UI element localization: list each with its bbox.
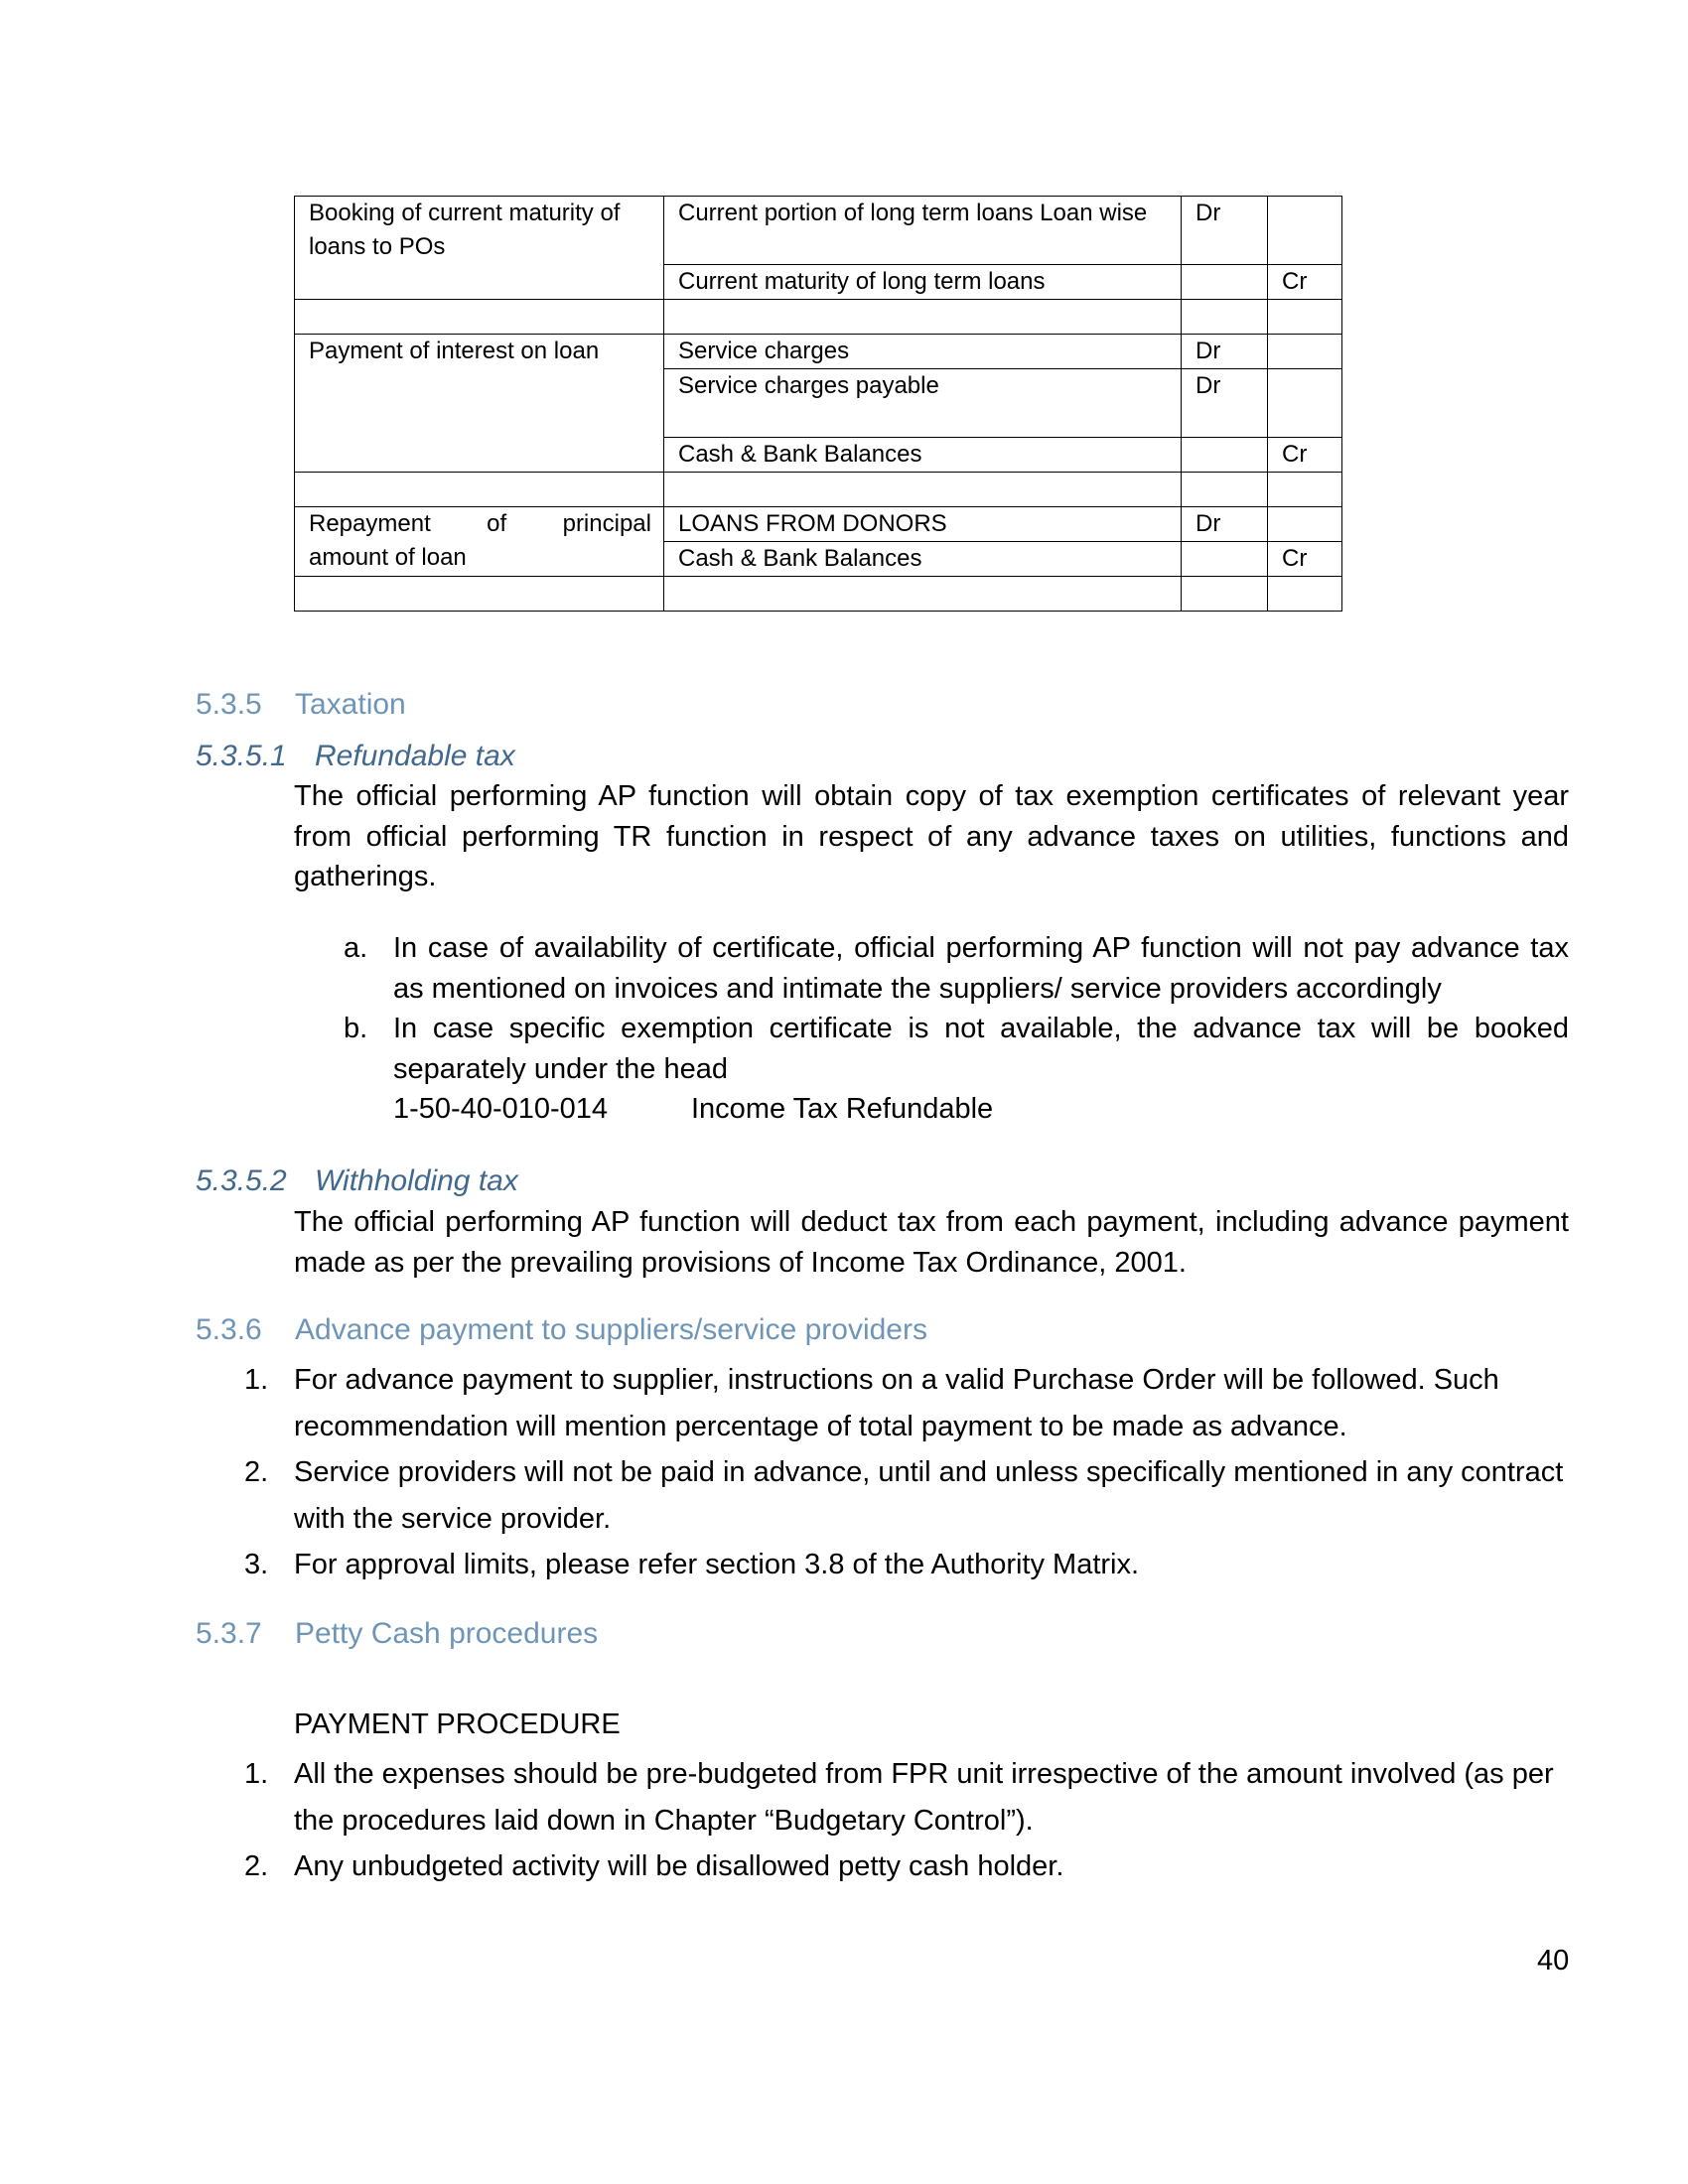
payment-procedure-heading: PAYMENT PROCEDURE [294,1708,621,1740]
advance-payment-list [244,1357,1569,1588]
table-cell-account: LOANS FROM DONORS [664,507,1182,542]
table-cell-cr: Cr [1268,438,1342,473]
journal-entries-table [294,196,1342,612]
table-row [295,507,1342,542]
table-cell-dr: Dr [1182,197,1268,265]
table-cell-dr: Dr [1182,507,1268,542]
section-heading-taxation: 5.3.5 Taxation [196,688,406,721]
table-cell-account: Cash & Bank Balances [664,542,1182,577]
subsection-heading-withholding-tax: 5.3.5.2 Withholding tax [196,1164,518,1197]
table-cell-description: Payment of interest on loan [295,335,664,473]
table-cell-account: Current maturity of long term loans [664,265,1182,300]
table-cell-cr: Cr [1268,542,1342,577]
table-cell-account: Current portion of long term loans Loan wise [664,197,1182,265]
refundable-tax-list [294,928,1569,1130]
petty-cash-list [244,1751,1569,1890]
account-head: 1-50-40-010-014 Income Tax Refundable [393,1093,994,1125]
list-item: 1. All the expenses should be pre-budgeted from FPR unit irrespective of the amount involved (as per the procedures laid down in Chapter “Budgetary Control”). [244,1758,1554,1837]
list-item: 2. Any unbudgeted activity will be disallowed petty cash holder. [244,1850,1064,1882]
table-row-empty [295,300,1342,335]
table-row [295,335,1342,369]
section-heading-advance-payment: 5.3.6 Advance payment to suppliers/service providers [196,1313,927,1346]
section-heading-petty-cash: 5.3.7 Petty Cash procedures [196,1617,599,1650]
table-cell-dr [1182,438,1268,473]
list-item: 1. For advance payment to supplier, instructions on a valid Purchase Order will be followed. Such recommendation will mention percentage of total payment to be made as advance. [244,1364,1499,1442]
list-item: 2. Service providers will not be paid in advance, until and unless specifically mentioned in any contract with the service provider. [244,1456,1564,1535]
paragraph-refundable-tax: The official performing AP function will obtain copy of tax exemption certificates of relevant year from official performing TR function in respect of any advance taxes on utilities, functions and gatherings. [294,780,1569,892]
table-cell-cr: Cr [1268,265,1342,300]
table-cell-dr [1182,542,1268,577]
paragraph-withholding-tax: The official performing AP function will deduct tax from each payment, including advance payment made as per the prevailing provisions of Income Tax Ordinance, 2001. [294,1206,1569,1279]
table-cell-description: Booking of current maturity of loans to POs [295,197,664,300]
list-item: 3. For approval limits, please refer section 3.8 of the Authority Matrix. [244,1549,1140,1580]
table-cell-cr [1268,369,1342,438]
table-cell-cr [1268,335,1342,369]
table-cell-dr [1182,265,1268,300]
table-cell-dr: Dr [1182,369,1268,438]
list-item: a. In case of availability of certificate, official performing AP function will not pay advance tax as mentioned on invoices and intimate the suppliers/ service providers accordingly [344,932,1569,1005]
table-row [295,197,1342,265]
table-row-empty [295,473,1342,507]
subsection-heading-refundable-tax: 5.3.5.1 Refundable tax [196,740,515,772]
table-cell-account: Service charges payable [664,369,1182,438]
table-cell-dr: Dr [1182,335,1268,369]
page-number: 40 [1537,1945,1570,1977]
table-cell-cr [1268,197,1342,265]
table-cell-account: Service charges [664,335,1182,369]
table-cell-cr [1268,507,1342,542]
table-row-empty [295,577,1342,612]
table-cell-account: Cash & Bank Balances [664,438,1182,473]
table-cell-description: Repayment of principal amount of loan [295,507,664,577]
list-item: b. In case specific exemption certificate is not available, the advance tax will be booked separately under the head 1-50-40-010-014 Income Tax Refundable [294,1009,1569,1130]
